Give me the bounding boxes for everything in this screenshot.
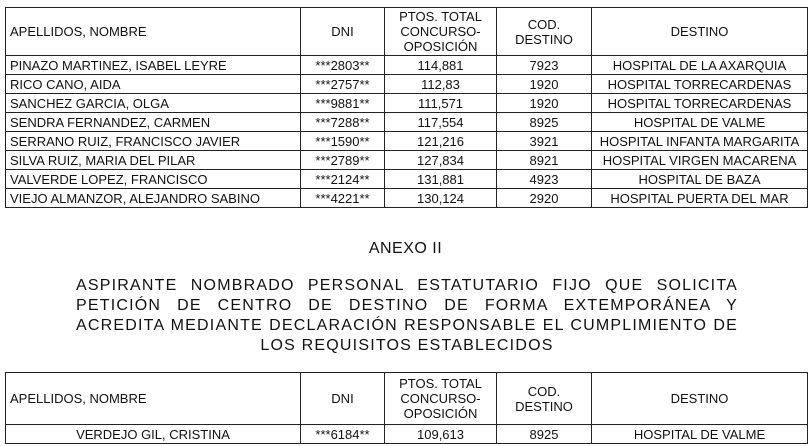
cell-name: SANCHEZ GARCIA, OLGA [6, 94, 301, 113]
header-code: COD. DESTINO [497, 373, 592, 425]
cell-dni: ***6184** [301, 425, 385, 444]
table-row [6, 94, 808, 113]
cell-dni: ***2124** [301, 170, 385, 189]
cell-code: 8925 [497, 113, 592, 132]
cell-destination: HOSPITAL PUERTA DEL MAR [592, 189, 808, 208]
table-row [6, 75, 808, 94]
cell-destination: HOSPITAL INFANTA MARGARITA [592, 132, 808, 151]
cell-name: SILVA RUIZ, MARIA DEL PILAR [6, 151, 301, 170]
table-row [6, 151, 808, 170]
cell-destination: HOSPITAL DE VALME [592, 113, 808, 132]
table-row [6, 132, 808, 151]
cell-code: 8921 [497, 151, 592, 170]
cell-points: 109,613 [385, 425, 497, 444]
header-destination: DESTINO [592, 8, 808, 56]
cell-points: 112,83 [385, 75, 497, 94]
table-header-row [6, 8, 808, 56]
table-row [6, 113, 808, 132]
table-header-row [6, 373, 808, 425]
table-row [6, 425, 808, 444]
cell-points: 117,554 [385, 113, 497, 132]
table-row [6, 189, 808, 208]
cell-points: 111,571 [385, 94, 497, 113]
cell-name: PINAZO MARTINEZ, ISABEL LEYRE [6, 56, 301, 75]
cell-points: 130,124 [385, 189, 497, 208]
cell-destination: HOSPITAL TORRECARDENAS [592, 94, 808, 113]
cell-code: 7923 [497, 56, 592, 75]
header-dni: DNI [301, 373, 385, 425]
cell-name: VERDEJO GIL, CRISTINA [6, 425, 301, 444]
cell-points: 114,881 [385, 56, 497, 75]
cell-points: 127,834 [385, 151, 497, 170]
header-points: PTOS. TOTAL CONCURSO- OPOSICIÓN [385, 8, 497, 56]
cell-dni: ***2789** [301, 151, 385, 170]
cell-name: SENDRA FERNANDEZ, CARMEN [6, 113, 301, 132]
cell-code: 8925 [497, 425, 592, 444]
annex-heading: ASPIRANTE NOMBRADO PERSONAL ESTATUTARIO FIJO QUE SOLICITA PETICIÓN DE CENTRO DE DESTINO DE FORMA EXTEMPORÁNEA Y ACREDITA MEDIANTE DECLARACIÓN RESPONSABLE EL CUMPLIMIENTO DE LOS REQUISITOS ESTABLECIDOS [76, 277, 738, 354]
table-row [6, 170, 808, 189]
cell-dni: ***1590** [301, 132, 385, 151]
header-dni: DNI [301, 8, 385, 56]
cell-destination: HOSPITAL DE BAZA [592, 170, 808, 189]
cell-name: VIEJO ALMANZOR, ALEJANDRO SABINO [6, 189, 301, 208]
cell-points: 131,881 [385, 170, 497, 189]
cell-dni: ***2757** [301, 75, 385, 94]
cell-code: 3921 [497, 132, 592, 151]
cell-points: 121,216 [385, 132, 497, 151]
cell-name: SERRANO RUIZ, FRANCISCO JAVIER [6, 132, 301, 151]
cell-code: 2920 [497, 189, 592, 208]
header-destination: DESTINO [592, 373, 808, 425]
annex-title: ANEXO II [368, 240, 443, 257]
cell-dni: ***4221** [301, 189, 385, 208]
cell-code: 4923 [497, 170, 592, 189]
cell-destination: HOSPITAL DE LA AXARQUIA [592, 56, 808, 75]
cell-destination: HOSPITAL DE VALME [592, 425, 808, 444]
assignments-table-1 [5, 7, 808, 208]
header-name: APELLIDOS, NOMBRE [6, 8, 301, 56]
assignments-table-2 [5, 372, 808, 444]
header-name: APELLIDOS, NOMBRE [6, 373, 301, 425]
cell-name: VALVERDE LOPEZ, FRANCISCO [6, 170, 301, 189]
cell-destination: HOSPITAL VIRGEN MACARENA [592, 151, 808, 170]
cell-dni: ***2803** [301, 56, 385, 75]
cell-dni: ***7288** [301, 113, 385, 132]
header-code: COD. DESTINO [497, 8, 592, 56]
cell-destination: HOSPITAL TORRECARDENAS [592, 75, 808, 94]
cell-code: 1920 [497, 94, 592, 113]
cell-name: RICO CANO, AIDA [6, 75, 301, 94]
table-row [6, 56, 808, 75]
cell-dni: ***9881** [301, 94, 385, 113]
cell-code: 1920 [497, 75, 592, 94]
header-points: PTOS. TOTAL CONCURSO- OPOSICIÓN [385, 373, 497, 425]
